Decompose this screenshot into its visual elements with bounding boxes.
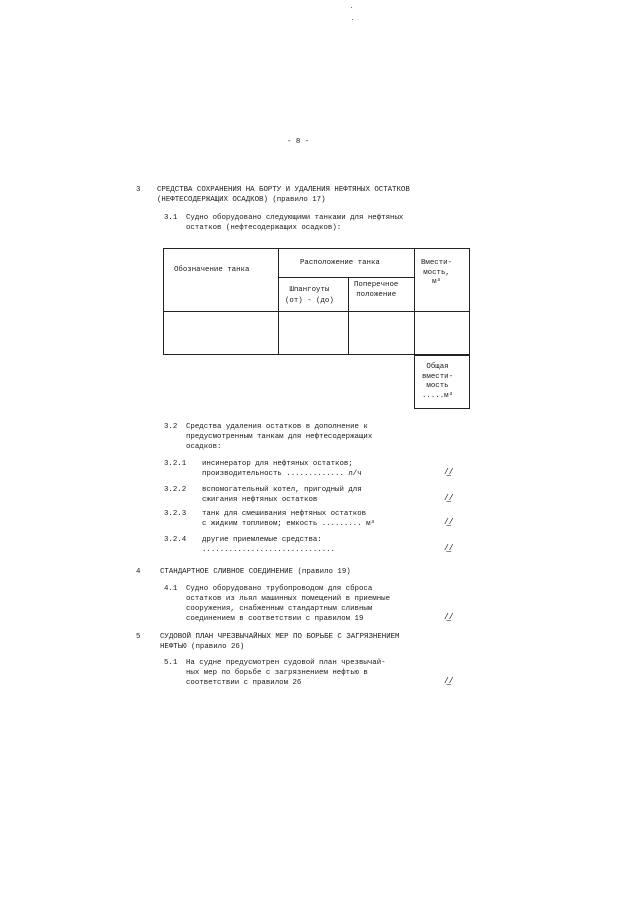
section-3-number: 3 bbox=[136, 186, 141, 194]
section-3-1-number: 3.1 bbox=[164, 214, 178, 222]
item-3-2-3-number: 3.2.3 bbox=[164, 510, 187, 518]
item-3-2-4-line1: другие приемлемые средства: bbox=[202, 536, 322, 544]
table-divider bbox=[414, 248, 415, 355]
item-3-2-1-checkbox[interactable]: /̲/ bbox=[444, 468, 454, 477]
section-3-2-line3: осадков: bbox=[186, 443, 222, 451]
section-5-title-line1: СУДОВОЙ ПЛАН ЧРЕЗВЫЧАЙНЫХ МЕР ПО БОРЬБЕ С ЗАГРЯЗНЕНИЕМ bbox=[160, 633, 400, 641]
section-4-1-line3: сооружения, снабженным стандартным сливным bbox=[186, 605, 373, 613]
item-3-2-4-number: 3.2.4 bbox=[164, 536, 187, 544]
item-3-2-2-number: 3.2.2 bbox=[164, 486, 187, 494]
section-3-1-line1: Судно оборудовано следующими танками для нефтяных bbox=[186, 214, 404, 222]
table-header-capacity: Вмести- мость, м³ bbox=[421, 259, 453, 287]
scan-speck bbox=[351, 7, 352, 8]
section-5-1-checkbox[interactable]: /̲/ bbox=[444, 677, 454, 686]
section-4-1-checkbox[interactable]: /̲/ bbox=[444, 613, 454, 622]
section-4-title: СТАНДАРТНОЕ СЛИВНОЕ СОЕДИНЕНИЕ (правило 19) bbox=[160, 568, 351, 576]
table-divider bbox=[278, 277, 415, 278]
section-3-2-line2: предусмотренным танкам для нефтесодержащих bbox=[186, 433, 373, 441]
table-header-designation: Обозначение танка bbox=[174, 266, 250, 274]
section-3-title-line2: (НЕФТЕСОДЕРЖАЩИХ ОСАДКОВ) (правило 17) bbox=[157, 196, 326, 204]
table-header-location: Расположение танка bbox=[300, 259, 380, 267]
item-3-2-3-line1: танк для смешивания нефтяных остатков bbox=[202, 510, 367, 518]
section-5-1-line3: соответствии с правилом 26 bbox=[186, 679, 302, 687]
item-3-2-2-checkbox[interactable]: /̲/ bbox=[444, 494, 454, 503]
section-3-2-line1: Средства удаления остатков в дополнение к bbox=[186, 423, 368, 431]
item-3-2-1-line2: производительность ............. л/ч bbox=[202, 470, 362, 478]
item-3-2-2-line2: сжигания нефтяных остатков bbox=[202, 496, 318, 504]
section-4-1-line4: соединением в соответствии с правилом 19 bbox=[186, 615, 364, 623]
page-number: - 8 - bbox=[287, 138, 310, 146]
item-3-2-4-line2: .............................. bbox=[202, 546, 336, 554]
section-5-1-line2: ных мер по борьбе с загрязнением нефтью в bbox=[186, 669, 368, 677]
section-3-title-line1: СРЕДСТВА СОХРАНЕНИЯ НА БОРТУ И УДАЛЕНИЯ НЕФТЯНЫХ ОСТАТКОВ bbox=[157, 186, 410, 194]
item-3-2-3-line2: с жидким топливом; емкость ......... м³ bbox=[202, 520, 375, 528]
item-3-2-4-checkbox[interactable]: /̲/ bbox=[444, 544, 454, 553]
section-3-2-number: 3.2 bbox=[164, 423, 178, 431]
item-3-2-2-line1: вспомогательный котел, пригодный для bbox=[202, 486, 362, 494]
table-header-frames: Шпангоуты (от) - (до) bbox=[285, 286, 334, 305]
section-4-number: 4 bbox=[136, 568, 141, 576]
section-5-1-number: 5.1 bbox=[164, 659, 178, 667]
table-divider bbox=[163, 311, 470, 312]
total-capacity-label: Общая вмести- мость .....м³ bbox=[422, 363, 454, 400]
item-3-2-1-line1: инсинератор для нефтяных остатков; bbox=[202, 460, 353, 468]
section-5-number: 5 bbox=[136, 633, 141, 641]
section-5-title-line2: НЕФТЬЮ (правило 26) bbox=[160, 643, 245, 651]
scan-speck bbox=[352, 19, 353, 20]
section-4-1-line2: остатков из льял машинных помещений в приемные bbox=[186, 595, 391, 603]
section-5-1-line1: На судне предусмотрен судовой план чрезвычай- bbox=[186, 659, 386, 667]
table-divider bbox=[278, 248, 279, 355]
table-divider bbox=[348, 277, 349, 355]
item-3-2-1-number: 3.2.1 bbox=[164, 460, 187, 468]
section-4-1-line1: Судно оборудовано трубопроводом для сброса bbox=[186, 585, 373, 593]
item-3-2-3-checkbox[interactable]: /̲/ bbox=[444, 518, 454, 527]
section-3-1-line2: остатков (нефтесодержащих осадков): bbox=[186, 224, 342, 232]
section-4-1-number: 4.1 bbox=[164, 585, 178, 593]
table-header-lateral: Поперечное положение bbox=[354, 281, 399, 299]
